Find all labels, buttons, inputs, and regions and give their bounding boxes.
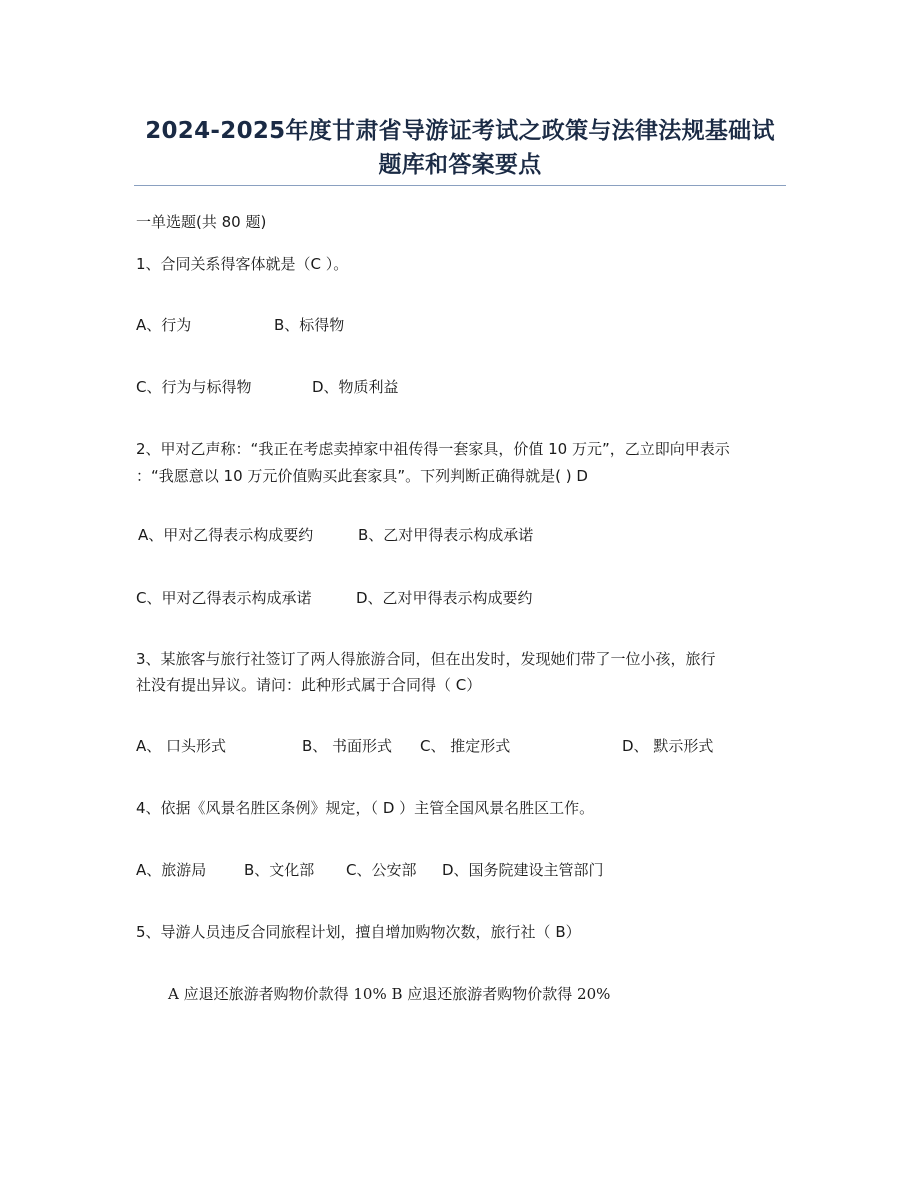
question-2-stem-line-1: 2、甲对乙声称：“我正在考虑卖掉家中祖传得一套家具，价值 10 万元”，乙立即向甲表示 <box>136 440 730 458</box>
question-2-option-b: B、乙对甲得表示构成承诺 <box>358 526 534 544</box>
question-5-stem: 5、导游人员违反合同旅程计划，擅自增加购物次数，旅行社（ B） <box>136 923 581 941</box>
question-2-option-a: A、甲对乙得表示构成要约 <box>138 526 314 544</box>
question-3-stem-line-2: 社没有提出异议。请问：此种形式属于合同得（ C） <box>136 676 482 694</box>
question-5-options: A 应退还旅游者购物价款得 10% B 应退还旅游者购物价款得 20% <box>168 985 611 1003</box>
question-2-option-c: C、甲对乙得表示构成承诺 <box>136 589 312 607</box>
question-4-option-b: B、文化部 <box>244 861 315 879</box>
question-3-option-c: C、 推定形式 <box>420 737 511 755</box>
question-3-option-a: A、 口头形式 <box>136 737 227 755</box>
question-3-option-b: B、 书面形式 <box>302 737 393 755</box>
question-3-option-d: D、 默示形式 <box>622 737 714 755</box>
question-4-option-d: D、国务院建设主管部门 <box>442 861 604 879</box>
question-4-option-a: A、旅游局 <box>136 861 207 879</box>
question-1-option-c: C、行为与标得物 <box>136 378 252 396</box>
title-line-2: 题库和答案要点 <box>378 152 542 178</box>
question-2-option-d: D、乙对甲得表示构成要约 <box>356 589 533 607</box>
section-heading: 一单选题(共 80 题) <box>136 213 267 231</box>
question-1-option-d: D、物质利益 <box>312 378 399 396</box>
question-4-stem: 4、依据《风景名胜区条例》规定，（ D ）主管全国风景名胜区工作。 <box>136 799 595 817</box>
question-1-stem: 1、合同关系得客体就是（C ）。 <box>136 255 349 273</box>
title-divider <box>134 185 786 186</box>
question-3-stem-line-1: 3、某旅客与旅行社签订了两人得旅游合同，但在出发时，发现她们带了一位小孩，旅行 <box>136 650 716 668</box>
question-1-option-a: A、行为 <box>136 316 192 334</box>
question-1-option-b: B、标得物 <box>274 316 345 334</box>
document-title <box>120 114 800 182</box>
question-2-stem-line-2: ：“我愿意以 10 万元价值购买此套家具”。下列判断正确得就是( ) D <box>136 467 588 485</box>
title-line-1: 2024-2025年度甘肃省导游证考试之政策与法律法规基础试 <box>145 118 775 144</box>
question-4-option-c: C、公安部 <box>346 861 417 879</box>
